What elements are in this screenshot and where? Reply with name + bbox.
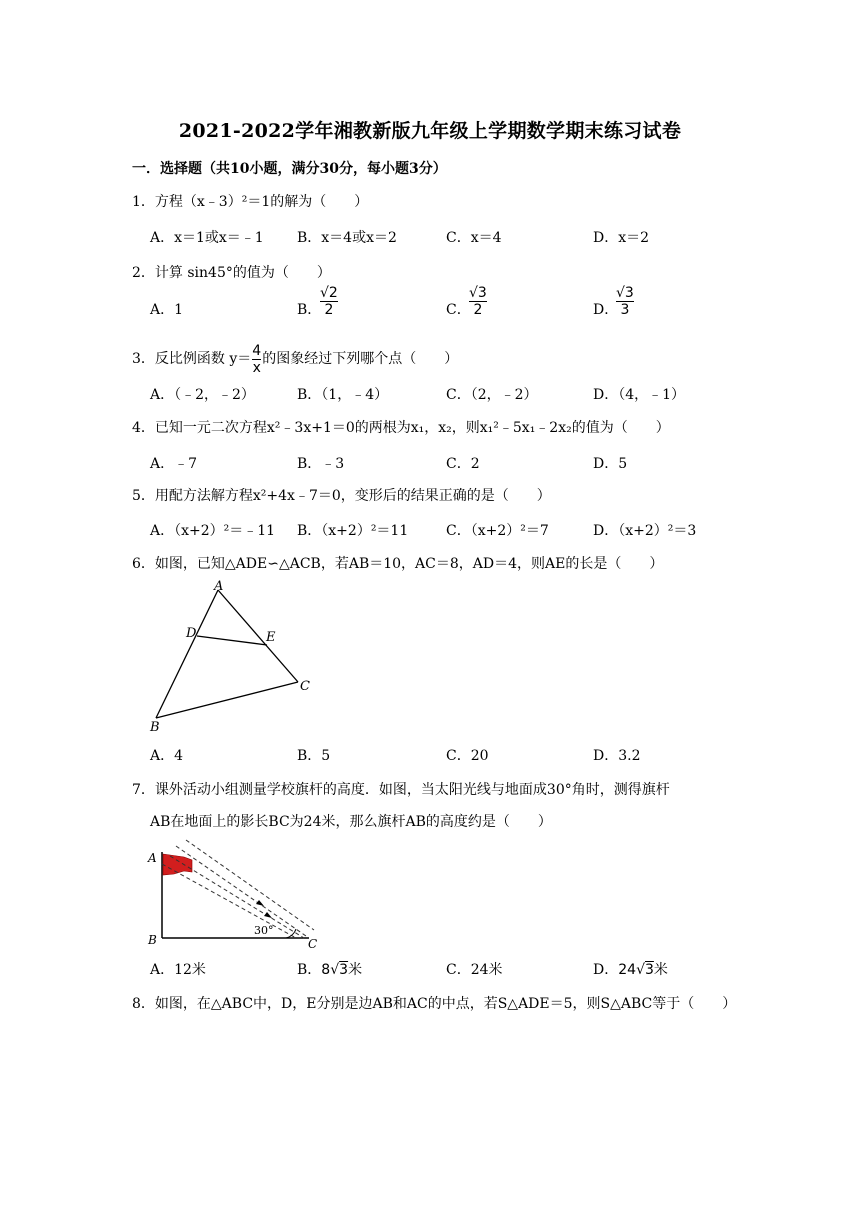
q6-option-d: D．3.2 [593, 748, 641, 764]
q7-ray-arrow-1 [256, 900, 264, 906]
q2-option-b: B． [297, 302, 322, 318]
q4-option-b: B．﹣3 [297, 456, 345, 472]
q7-option-b-radical: 8√3 [321, 962, 349, 978]
q6-side-bc [156, 682, 298, 718]
q1-option-b: B．x＝4或x＝2 [297, 230, 397, 246]
q3-option-c: C．（2，﹣2） [446, 387, 538, 403]
page-title: 2021-2022学年湘教新版九年级上学期数学期末练习试卷 [178, 120, 682, 142]
q6-option-a: A．4 [150, 748, 184, 764]
q7-sun-ray-3 [170, 856, 304, 938]
q2-option-a: A．1 [150, 302, 184, 318]
q6-side-ab [156, 590, 218, 718]
question-6: 6．如图，已知△ADE∽△ACB，若AB＝10，AC＝8，AD＝4，则AE的长是（ ） [132, 556, 664, 572]
section-heading: 一．选择题（共10小题，满分30分，每小题3分） [132, 161, 447, 177]
question-7-line-1: 7．课外活动小组测量学校旗杆的高度．如图，当太阳光线与地面成30°角时，测得旗杆 [132, 782, 670, 798]
q5-option-a: A．（x+2）²＝﹣11 [150, 523, 276, 539]
q3-option-d: D．（4，﹣1） [593, 387, 686, 403]
q7-option-b: B．8√3米 [297, 962, 363, 978]
q7-sun-ray-1 [186, 840, 314, 930]
q7-angle-label: 30° [254, 924, 274, 937]
q2-option-c: C． [446, 302, 471, 318]
q6-label-e: E [266, 630, 276, 645]
q7-option-d: D．24√3米 [593, 962, 668, 978]
question-3: 3．反比例函数 y＝ $\frac{4}{x}$ 的图象经过下列哪个点（ ） [132, 343, 459, 376]
q6-triangle-figure [146, 578, 316, 736]
q3-option-b: B．（1，﹣4） [297, 387, 389, 403]
q7-label-a: A [148, 851, 157, 865]
q2-option-b-fraction: $\frac{√2}{2}$ [320, 285, 338, 318]
q6-label-c: C [300, 679, 310, 694]
q3-option-a: A．（﹣2，﹣2） [150, 387, 255, 403]
q6-label-d: D [186, 626, 197, 641]
q7-label-b: B [148, 933, 157, 947]
q2-option-d: D． [593, 302, 619, 318]
q6-label-b: B [150, 720, 160, 735]
q4-option-c: C．2 [446, 456, 480, 472]
q7-option-d-radical: 24√3 [618, 962, 654, 978]
q7-label-c: C [308, 937, 318, 950]
q5-option-d: D．（x+2）²＝3 [593, 523, 697, 539]
q7-sun-ray-2 [176, 846, 306, 936]
q2-option-d-fraction: $\frac{√3}{3}$ [616, 285, 634, 318]
q1-option-d: D．x＝2 [593, 230, 650, 246]
q5-option-b: B．（x+2）²＝11 [297, 523, 409, 539]
q6-option-b: B．5 [297, 748, 331, 764]
question-7-line-2: AB在地面上的影长BC为24米，那么旗杆AB的高度约是（ ） [150, 814, 552, 830]
q2-option-c-fraction: $\frac{√3}{2}$ [469, 285, 487, 318]
q1-option-a: A．x＝1或x＝﹣1 [150, 230, 264, 246]
q7-flag [163, 854, 192, 875]
question-5: 5．用配方法解方程x²+4x﹣7＝0，变形后的结果正确的是（ ） [132, 488, 551, 504]
q1-option-c: C．x＝4 [446, 230, 502, 246]
q7-option-a: A．12米 [150, 962, 206, 978]
question-1: 1．方程（x﹣3）²＝1的解为（ ） [132, 194, 369, 210]
q5-option-c: C．（x+2）²＝7 [446, 523, 549, 539]
q7-flagpole-figure [146, 838, 326, 950]
q7-option-c: C．24米 [446, 962, 503, 978]
q4-option-d: D．5 [593, 456, 628, 472]
q7-ray-arrow-2 [264, 912, 272, 918]
q6-segment-de [197, 636, 267, 645]
question-4: 4．已知一元二次方程x²﹣3x+1＝0的两根为x₁，x₂，则x₁²﹣5x₁﹣2x₂的值为（ ） [132, 420, 670, 436]
q6-option-c: C．20 [446, 748, 489, 764]
q6-side-ac [218, 590, 298, 682]
q4-option-a: A．﹣7 [150, 456, 198, 472]
q7-sun-ray-4 [162, 864, 296, 938]
q6-label-a: A [214, 579, 224, 594]
question-2: 2．计算 sin45°的值为（ ） [132, 265, 331, 281]
question-8: 8．如图，在△ABC中，D，E分别是边AB和AC的中点，若S△ADE＝5，则S△ABC等于（ ） [132, 996, 737, 1012]
